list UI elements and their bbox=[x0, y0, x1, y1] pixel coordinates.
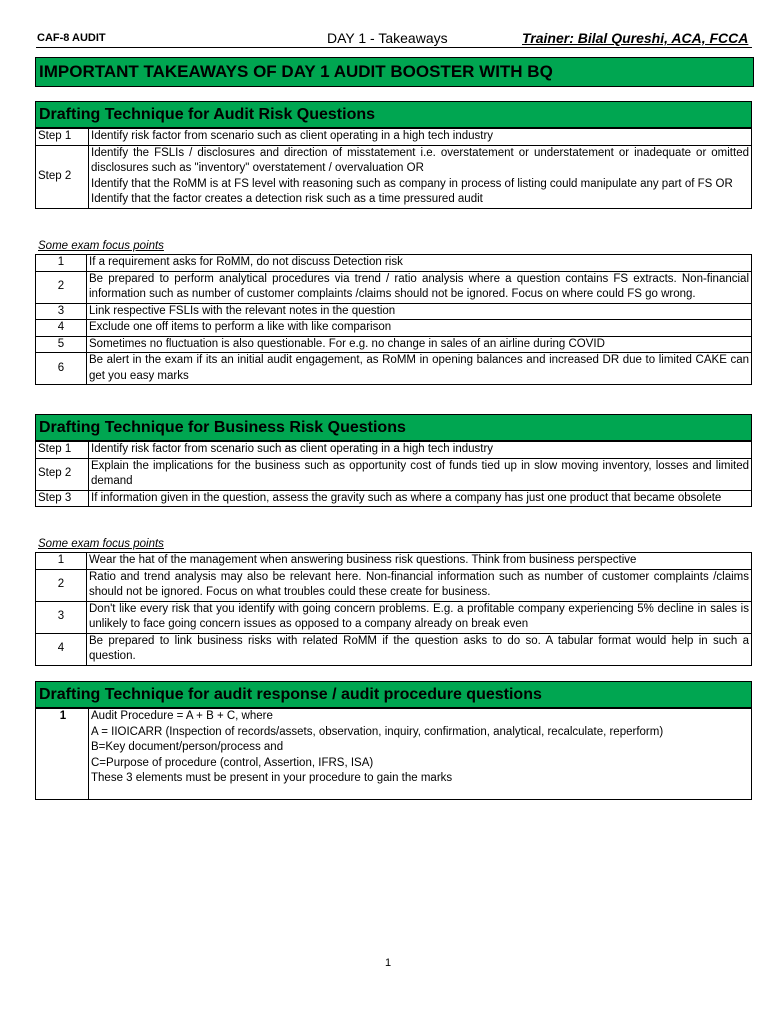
procedure-row bbox=[36, 708, 751, 799]
procedure-line: These 3 elements must be present in your procedure to gain the marks bbox=[91, 772, 453, 784]
focus-text: Link respective FSLIs with the relevant notes in the question bbox=[89, 304, 396, 317]
focus-caption: Some exam focus points bbox=[38, 538, 164, 550]
page-number: 1 bbox=[385, 957, 392, 969]
focus-table bbox=[35, 552, 752, 666]
procedure-text bbox=[89, 709, 751, 799]
focus-text: Be prepared to perform analytical procedures via trend / ratio analysis where a question contains FS extracts. Non-financial information such as number of customer complaints /claims should not be ignored. Focus on where could FS go wrong. bbox=[89, 272, 749, 300]
audit-risk-focus bbox=[35, 239, 752, 385]
procedure-line: Audit Procedure = A + B + C, where bbox=[91, 710, 273, 722]
focus-row bbox=[36, 553, 751, 569]
focus-row bbox=[36, 336, 751, 353]
focus-number: 3 bbox=[36, 304, 87, 320]
audit-response-title: Drafting Technique for audit response / audit procedure questions bbox=[36, 682, 751, 708]
step-row bbox=[36, 145, 751, 208]
business-risk-title: Drafting Technique for Business Risk Questions bbox=[36, 415, 751, 441]
focus-number: 3 bbox=[36, 602, 87, 633]
step-label: Step 2 bbox=[36, 146, 89, 208]
step-text bbox=[89, 146, 751, 208]
step-text bbox=[89, 129, 751, 145]
audit-risk-section bbox=[35, 101, 752, 209]
audit-response-section bbox=[35, 681, 752, 800]
focus-text: Don't like every risk that you identify with going concern problems. E.g. a profitable company experiencing 5% decline in sales is unlikely to face going concern issues as opposed to a company already on break even bbox=[89, 602, 749, 630]
course-code: CAF-8 AUDIT bbox=[37, 32, 106, 44]
trainer-name: Trainer: Bilal Qureshi, ACA, FCCA bbox=[522, 30, 749, 46]
step-label: Step 1 bbox=[36, 129, 89, 145]
audit-risk-title: Drafting Technique for Audit Risk Questions bbox=[36, 102, 751, 128]
document-heading: DAY 1 - Takeaways bbox=[327, 30, 448, 46]
step-line: Identify the FSLIs / disclosures and direction of misstatement i.e. overstatement or understatement or inadequate or omitted disclosures such as "inventory" overstatement / overvaluation OR bbox=[91, 146, 749, 174]
business-risk-section bbox=[35, 414, 752, 507]
procedure-number: 1 bbox=[36, 709, 89, 799]
focus-row bbox=[36, 255, 751, 271]
step-label: Step 3 bbox=[36, 491, 89, 507]
focus-text: Be alert in the exam if its an initial audit engagement, as RoMM in opening balances and increased DR due to limited CAKE can get you easy marks bbox=[89, 354, 749, 382]
focus-number: 1 bbox=[36, 553, 87, 569]
step-row bbox=[36, 458, 751, 490]
focus-row bbox=[36, 352, 751, 384]
focus-row bbox=[36, 633, 751, 665]
focus-number: 5 bbox=[36, 337, 87, 353]
focus-text: If a requirement asks for RoMM, do not discuss Detection risk bbox=[89, 256, 403, 268]
step-label: Step 2 bbox=[36, 459, 89, 490]
focus-row bbox=[36, 303, 751, 320]
focus-row bbox=[36, 319, 751, 336]
focus-number: 4 bbox=[36, 634, 87, 665]
focus-text: Exclude one off items to perform a like with like comparison bbox=[89, 321, 392, 333]
focus-text: Wear the hat of the management when answering business risk questions. Think from business perspective bbox=[89, 554, 637, 566]
focus-number: 2 bbox=[36, 570, 87, 601]
main-title: IMPORTANT TAKEAWAYS OF DAY 1 AUDIT BOOSTER WITH BQ bbox=[35, 57, 754, 87]
focus-table bbox=[35, 254, 752, 385]
focus-row bbox=[36, 601, 751, 633]
procedure-line: B=Key document/person/process and bbox=[91, 741, 284, 753]
procedure-line: A = IIOICARR (Inspection of records/assets, observation, inquiry, confirmation, analytical, recalculate, reperform) bbox=[91, 725, 664, 738]
step-line: Identify that the RoMM is at FS level with reasoning such as company in process of listing could manipulate any part of FS OR bbox=[91, 177, 733, 190]
focus-caption: Some exam focus points bbox=[38, 240, 164, 252]
step-line: Identify that the factor creates a detection risk such as a time pressured audit bbox=[91, 193, 483, 205]
header-divider bbox=[36, 47, 752, 48]
focus-row bbox=[36, 271, 751, 303]
step-text: If information given in the question, assess the gravity such as where a company has just one product that became obsolete bbox=[91, 491, 722, 504]
step-text: Explain the implications for the business such as opportunity cost of funds tied up in slow moving inventory, losses and limited demand bbox=[91, 459, 749, 487]
step-row bbox=[36, 441, 751, 458]
focus-text: Be prepared to link business risks with related RoMM if the question asks to do so. A tabular format would help in such a question. bbox=[89, 634, 749, 662]
focus-row bbox=[36, 569, 751, 601]
step-line: Identify risk factor from scenario such as client operating in a high tech industry bbox=[91, 130, 494, 142]
step-text: Identify risk factor from scenario such as client operating in a high tech industry bbox=[91, 443, 494, 455]
step-row bbox=[36, 128, 751, 145]
focus-text: Sometimes no fluctuation is also questionable. For e.g. no change in sales of an airline during COVID bbox=[89, 337, 605, 350]
business-risk-focus bbox=[35, 537, 752, 666]
step-row bbox=[36, 490, 751, 507]
focus-text: Ratio and trend analysis may also be relevant here. Non-financial information such as number of customer complaints /claims should not be ignored. Focus on what troubles could these create for business. bbox=[89, 570, 749, 598]
focus-number: 4 bbox=[36, 320, 87, 336]
focus-number: 1 bbox=[36, 255, 87, 271]
focus-number: 6 bbox=[36, 353, 87, 384]
focus-number: 2 bbox=[36, 272, 87, 303]
procedure-line: C=Purpose of procedure (control, Assertion, IFRS, ISA) bbox=[91, 756, 374, 769]
step-label: Step 1 bbox=[36, 442, 89, 458]
